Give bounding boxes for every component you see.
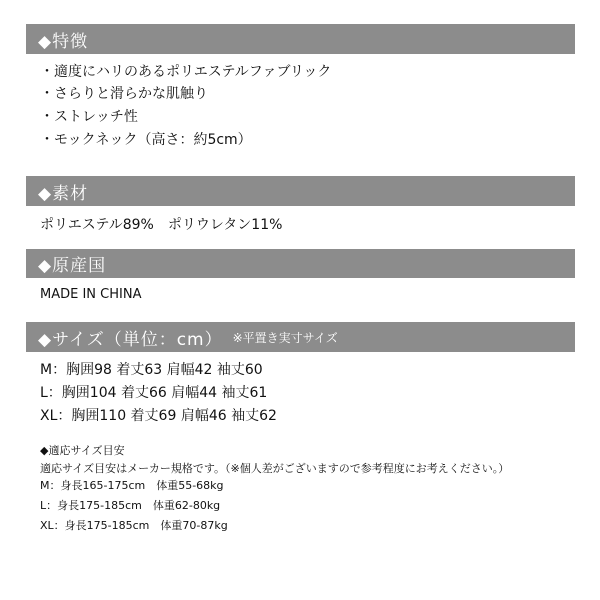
material-title: ◆素材 — [38, 183, 89, 204]
size-row: XL：胸囲110 着丈69 肩幅46 袖丈62 — [40, 408, 277, 424]
origin-text: MADE IN CHINA — [40, 287, 142, 302]
size-header — [26, 322, 575, 352]
material-header — [26, 176, 575, 206]
size-note: ※平置き実寸サイズ — [232, 330, 338, 345]
size-title: ◆サイズ（単位：cm） — [38, 329, 223, 350]
origin-header — [26, 249, 575, 278]
guide-row: M：身長165-175cm 体重55-68kg — [40, 479, 224, 492]
guide-row: XL：身長175-185cm 体重70-87kg — [40, 519, 228, 532]
feature-item: ・さらりと滑らかな肌触り — [40, 86, 208, 102]
size-row: M：胸囲98 着丈63 肩幅42 袖丈60 — [40, 362, 263, 378]
guide-row: L：身長175-185cm 体重62-80kg — [40, 499, 221, 512]
feature-item: ・モックネック（高さ：約5cm） — [40, 132, 252, 148]
guide-description: 適応サイズ目安はメーカー規格です。（※個人差がございますので参考程度にお考えください。） — [40, 462, 510, 475]
size-row: L：胸囲104 着丈66 肩幅44 袖丈61 — [40, 385, 268, 401]
features-title: ◆特徴 — [38, 31, 89, 52]
origin-title: ◆原産国 — [38, 256, 107, 276]
guide-heading: ◆適応サイズ目安 — [40, 444, 125, 457]
features-header — [26, 24, 575, 54]
feature-item: ・適度にハリのあるポリエステルファブリック — [40, 64, 332, 80]
material-text: ポリエステル89% ポリウレタン11% — [40, 217, 283, 233]
feature-item: ・ストレッチ性 — [40, 109, 138, 125]
